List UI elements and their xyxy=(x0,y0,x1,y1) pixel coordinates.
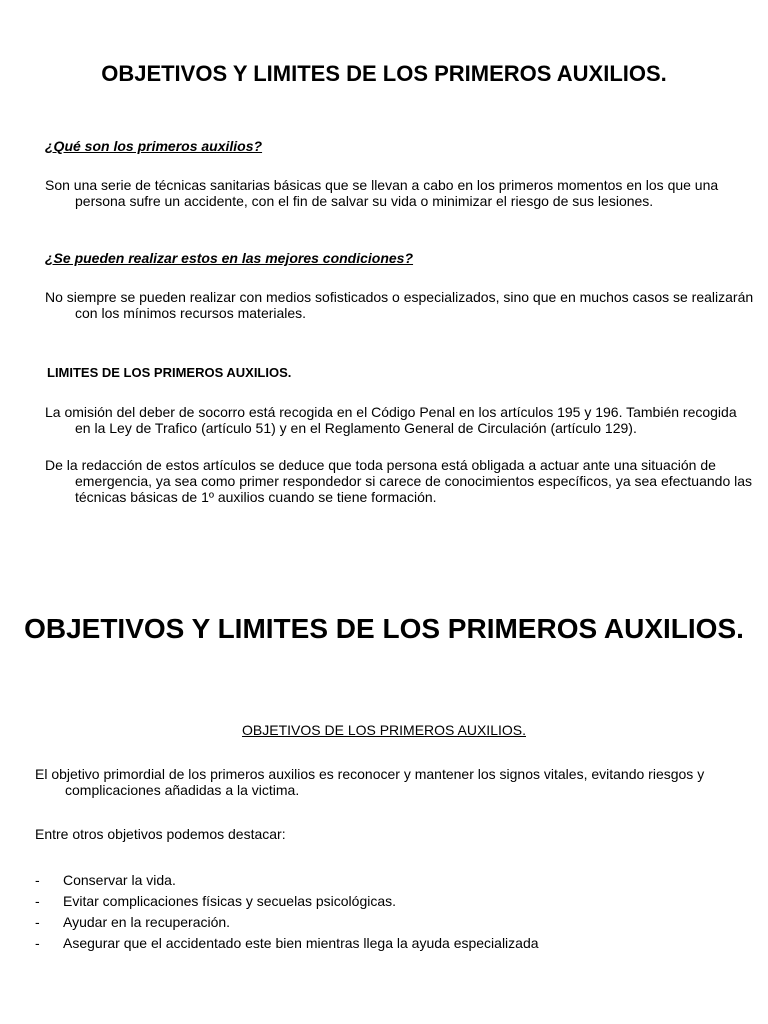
list-bullet: - xyxy=(35,914,40,930)
page-title: OBJETIVOS Y LIMITES DE LOS PRIMEROS AUXILIOS. xyxy=(101,61,667,86)
list-bullet: - xyxy=(35,893,40,909)
question-best-conditions: ¿Se pueden realizar estos en las mejores condiciones? xyxy=(45,250,414,266)
list-item-text: Conservar la vida. xyxy=(63,872,176,888)
objectives-list xyxy=(35,870,539,954)
paragraph-conditions: No siempre se pueden realizar con medios sofisticados o especializados, sino que en muchos casos se realizarán con los mínimos recursos materiales. xyxy=(45,289,754,321)
list-item xyxy=(35,912,539,933)
list-item-text: Evitar complicaciones físicas y secuelas psicológicas. xyxy=(63,893,397,909)
limits-heading: LIMITES DE LOS PRIMEROS AUXILIOS. xyxy=(47,365,292,380)
list-item-text: Ayudar en la recuperación. xyxy=(63,914,231,930)
list-item xyxy=(35,891,539,912)
question-what-are-first-aid: ¿Qué son los primeros auxilios? xyxy=(45,138,263,154)
paragraph-definition: Son una serie de técnicas sanitarias básicas que se llevan a cabo en los primeros momentos en los que una persona sufre un accidente, con el fin de salvar su vida o minimizar el riesgo de sus lesiones. xyxy=(45,177,719,209)
objectives-heading: OBJETIVOS DE LOS PRIMEROS AUXILIOS. xyxy=(242,722,526,738)
paragraph-legal-duty: De la redacción de estos artículos se deduce que toda persona está obligada a actuar ante una situación de emergencia, ya sea como primer respondedor si carece de conocimientos específicos, ya sea efectuando las técnicas básicas de 1º auxilios cuando se tiene formación. xyxy=(45,457,753,505)
paragraph-main-objective: El objetivo primordial de los primeros auxilios es reconocer y mantener los signos vitales, evitando riesgos y complicaciones añadidas a la victima. xyxy=(35,766,705,798)
section-title: OBJETIVOS Y LIMITES DE LOS PRIMEROS AUXILIOS. xyxy=(24,613,744,644)
list-bullet: - xyxy=(35,872,40,888)
list-item-text: Asegurar que el accidentado este bien mientras llega la ayuda especializada xyxy=(63,935,539,951)
paragraph-legal-omission: La omisión del deber de socorro está recogida en el Código Penal en los artículos 195 y 196. También recogida en la Ley de Trafico (artículo 51) y en el Reglamento General de Circulación (artículo 129). xyxy=(45,404,737,436)
paragraph-other-objectives: Entre otros objetivos podemos destacar: xyxy=(35,826,286,842)
list-item xyxy=(35,933,539,954)
list-bullet: - xyxy=(35,935,40,951)
list-item xyxy=(35,870,539,891)
